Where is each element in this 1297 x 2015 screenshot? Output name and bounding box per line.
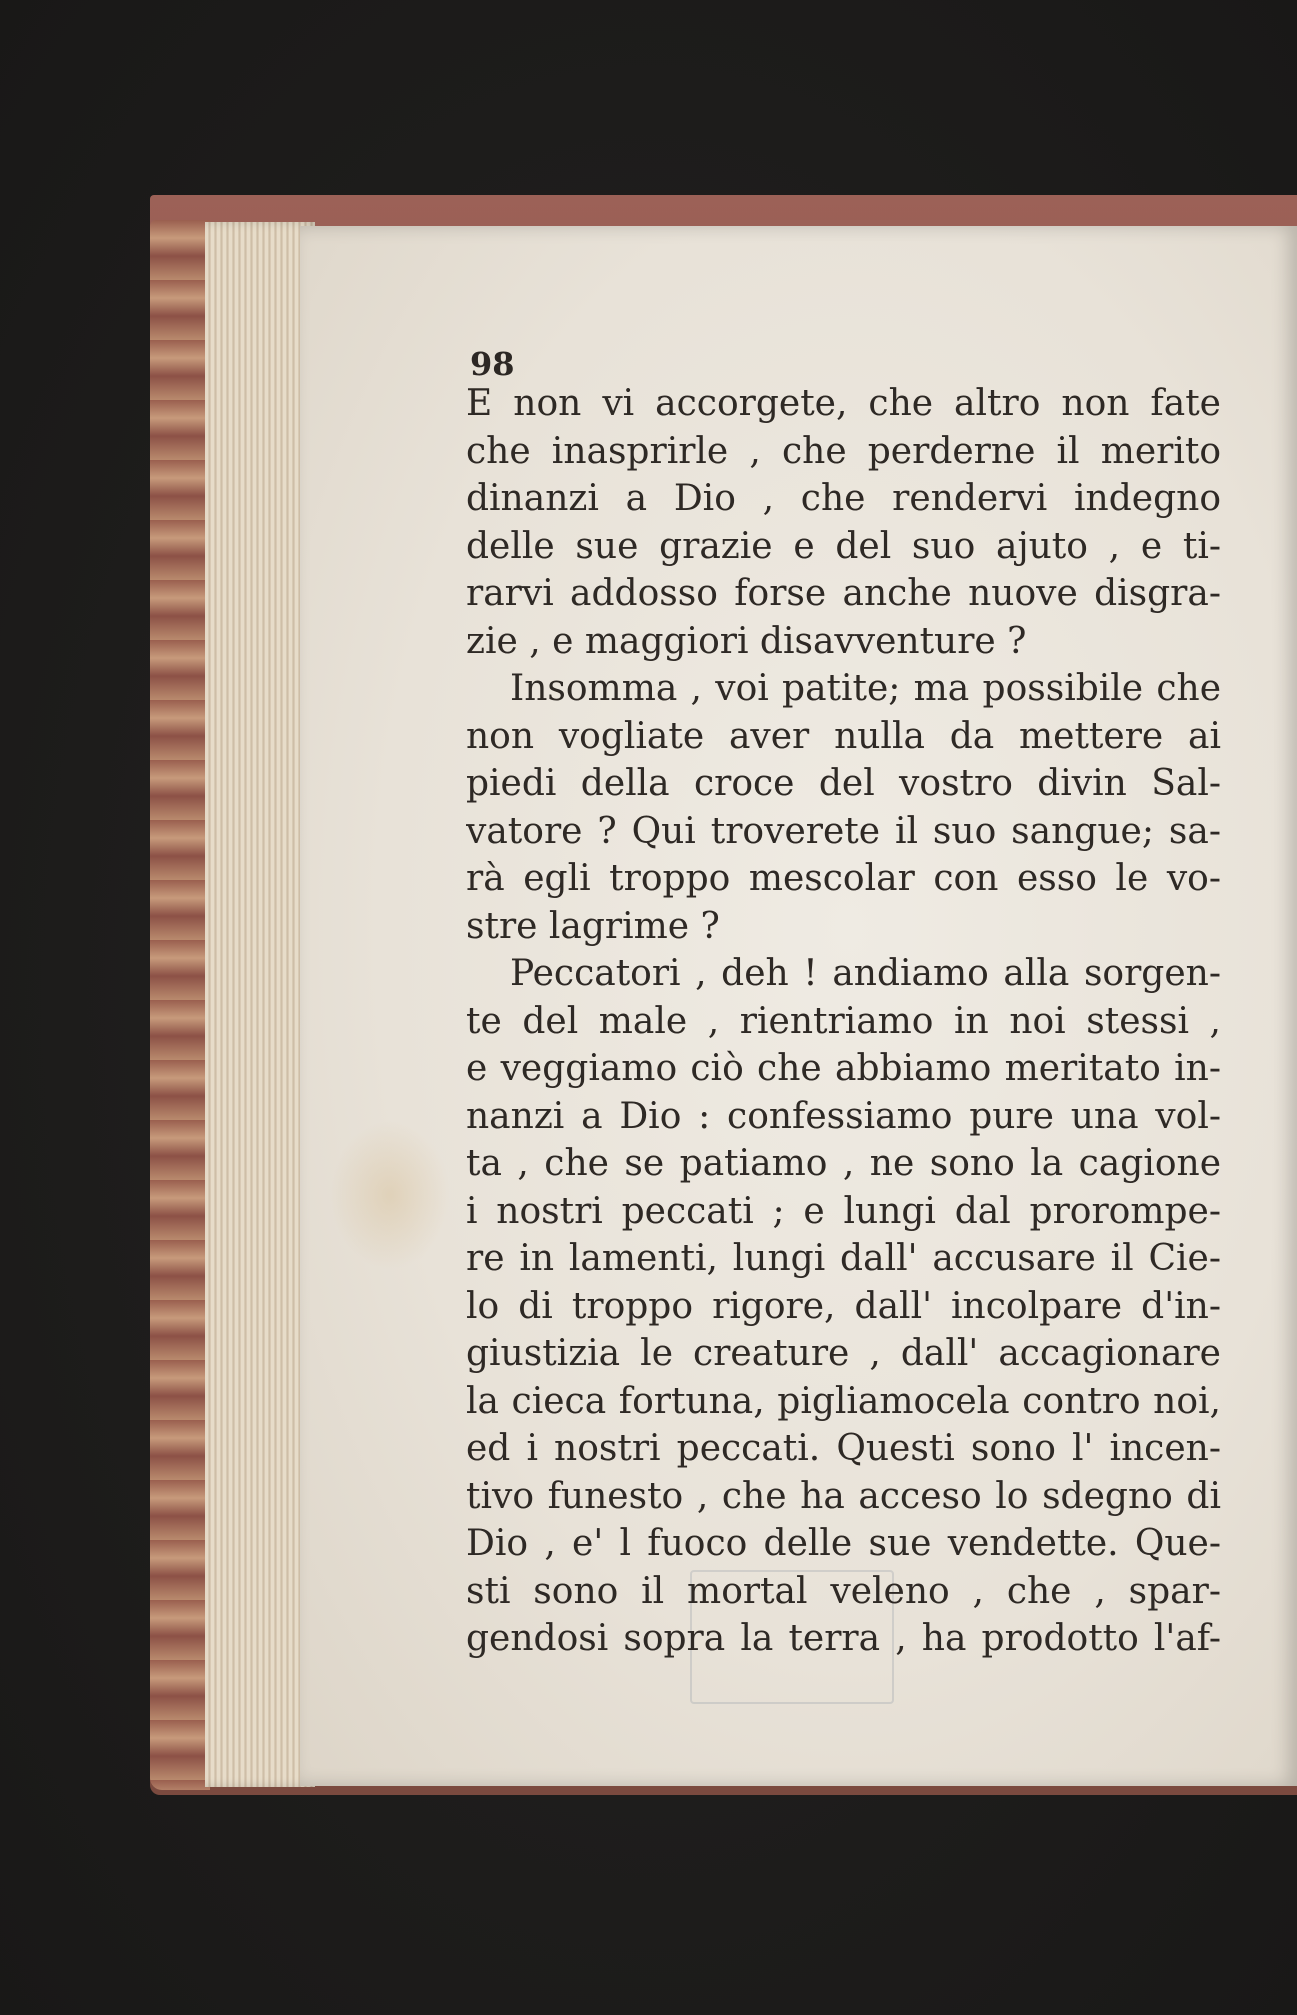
- text-line: giustizia le creature , dall' accagionare: [466, 1333, 1221, 1374]
- text-line: nanzi a Dio : confessiamo pure una vol-: [466, 1095, 1221, 1137]
- text-line: ed i nostri peccati. Questi sono l' incen-: [466, 1428, 1221, 1469]
- text-line: la cieca fortuna, pigliamocela contro noi,: [466, 1380, 1221, 1422]
- text-line: re in lamenti, lungi dall' accusare il Cie-: [466, 1238, 1221, 1279]
- text-line: zie , e maggiori disavventure ?: [466, 620, 1027, 662]
- text-line: vatore ? Qui troverete il suo sangue; sa-: [466, 810, 1221, 852]
- text-line: sti sono il mortal veleno , che , spar-: [466, 1570, 1221, 1612]
- text-line: Insomma , voi patite; ma possibile che: [510, 668, 1221, 709]
- text-line: rà egli troppo mescolar con esso le vo-: [466, 858, 1221, 899]
- page-number: 98: [470, 345, 515, 383]
- text-line: delle sue grazie e del suo ajuto , e ti-: [466, 525, 1221, 567]
- text-line: lo di troppo rigore, dall' incolpare d'in-: [466, 1285, 1221, 1327]
- text-line: gendosi sopra la terra , ha prodotto l'af-: [466, 1618, 1221, 1659]
- text-line: Peccatori , deh ! andiamo alla sorgen-: [510, 953, 1221, 994]
- text-line: i nostri peccati ; e lungi dal prorompe-: [466, 1190, 1221, 1232]
- paper-stain: [330, 1120, 450, 1270]
- page-edges: [205, 222, 315, 1787]
- text-line: stre lagrime ?: [466, 905, 720, 947]
- text-line: E non vi accorgete, che altro non fate: [466, 383, 1221, 424]
- text-line: non vogliate aver nulla da mettere ai: [466, 715, 1221, 757]
- text-line: ta , che se patiamo , ne sono la cagione: [466, 1143, 1221, 1184]
- text-line: rarvi addosso forse anche nuove disgra-: [466, 573, 1221, 614]
- text-line: e veggiamo ciò che abbiamo meritato in-: [466, 1048, 1221, 1089]
- text-line: te del male , rientriamo in noi stessi ,: [466, 1000, 1221, 1042]
- page-text: [466, 380, 1221, 1663]
- text-line: tivo funesto , che ha acceso lo sdegno di: [466, 1475, 1221, 1517]
- book-spine-edge: [150, 220, 210, 1790]
- text-line: dinanzi a Dio , che rendervi indegno: [466, 478, 1221, 519]
- text-line: che inasprirle , che perderne il merito: [466, 430, 1221, 472]
- text-line: Dio , e' l fuoco delle sue vendette. Que-: [466, 1523, 1221, 1564]
- text-line: piedi della croce del vostro divin Sal-: [466, 763, 1221, 804]
